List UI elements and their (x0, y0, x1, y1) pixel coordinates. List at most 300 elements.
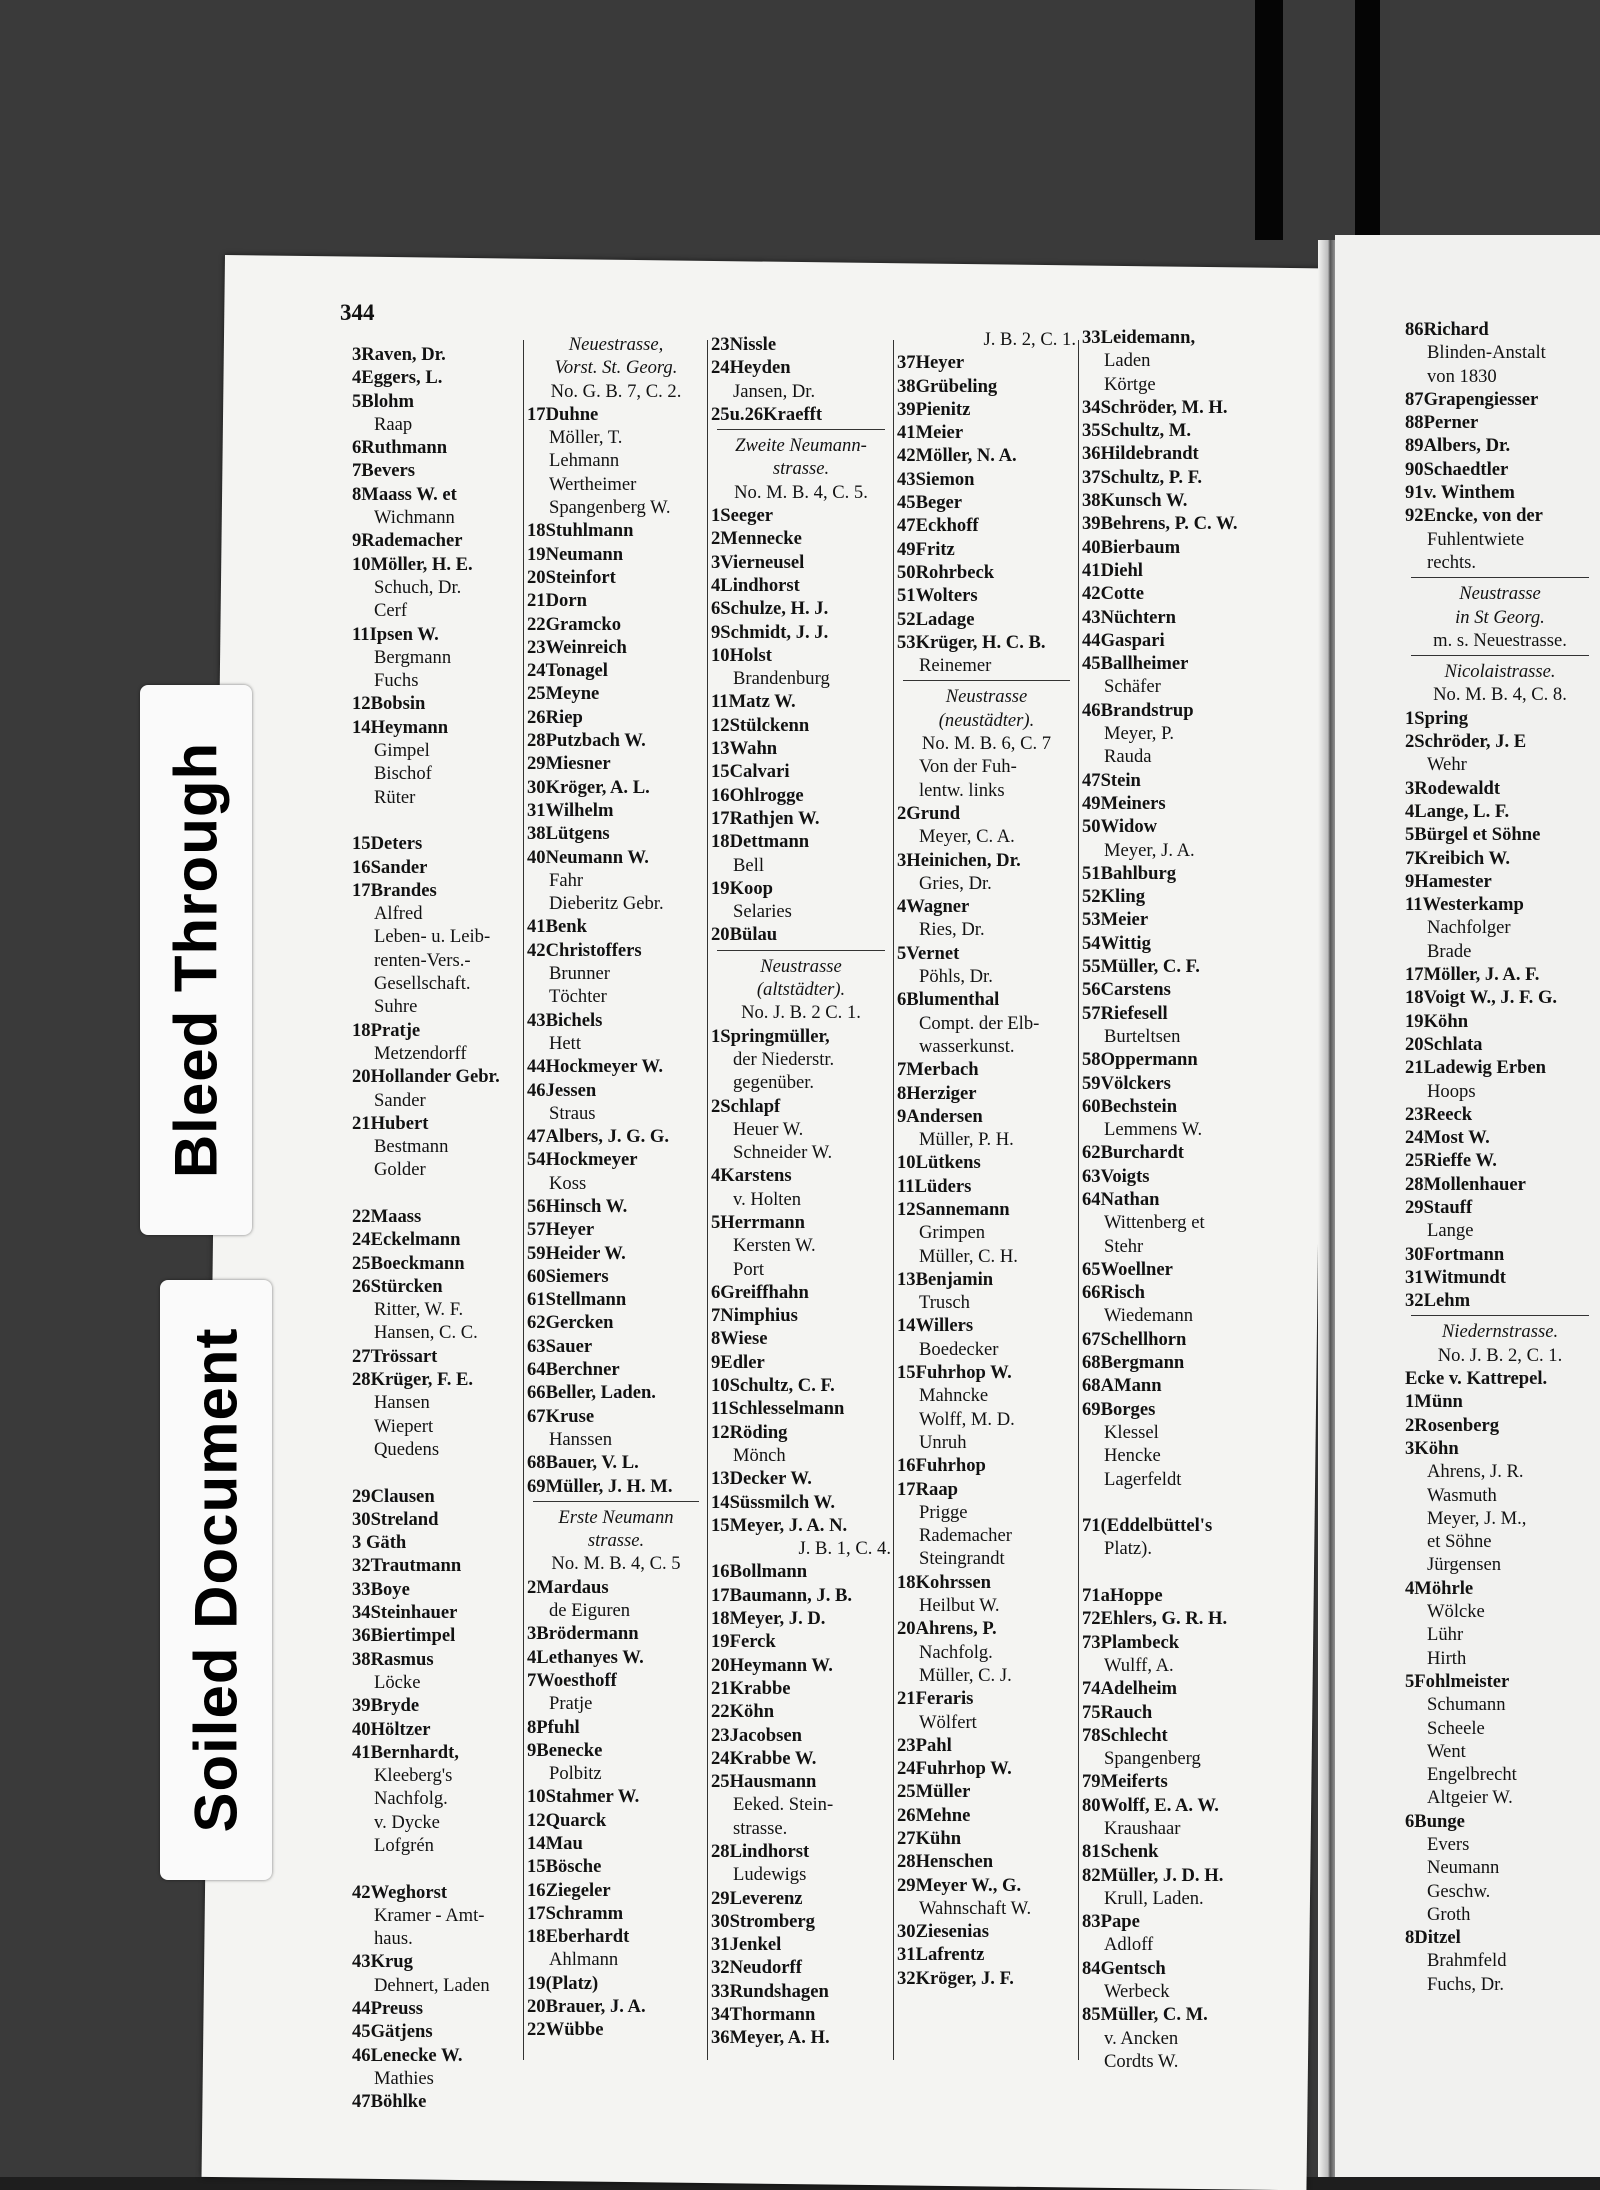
directory-entry: 40Neumann W. (527, 846, 649, 868)
directory-entry: 79Meiferts (1082, 1771, 1168, 1793)
directory-entry: 11Lüders (897, 1175, 972, 1197)
directory-entry: Prigge (919, 1501, 968, 1523)
directory-entry: Leben- u. Leib- (374, 926, 491, 948)
directory-entry: Polbitz (549, 1763, 602, 1785)
directory-entry: der Niederstr. (733, 1048, 835, 1070)
directory-entry: 11Ipsen W. (352, 623, 439, 645)
directory-entry: Rademacher (919, 1525, 1012, 1547)
directory-entry: 17Rathjen W. (711, 807, 820, 829)
directory-entry: Bischof (374, 763, 432, 785)
directory-entry: 19Köhn (1405, 1010, 1469, 1032)
directory-entry: 31Witmundt (1405, 1266, 1506, 1288)
directory-entry: 27Kühn (897, 1828, 962, 1849)
directory-entry: Wölfert (919, 1711, 977, 1733)
directory-entry: 2Rosenberg (1405, 1414, 1499, 1436)
directory-entry: 22Maass (352, 1205, 422, 1227)
section-divider (533, 1501, 699, 1502)
directory-entry: Bestmann (374, 1136, 449, 1158)
directory-entry: Golder (374, 1159, 426, 1181)
directory-entry: 3Köhn (1405, 1437, 1459, 1459)
directory-entry: 43Bichels (527, 1009, 603, 1031)
directory-entry: 47Stein (1082, 769, 1141, 791)
directory-entry: Hansen, C. C. (374, 1322, 478, 1344)
directory-entry: 8Herziger (897, 1082, 977, 1104)
directory-entry: 65Woellner (1082, 1258, 1173, 1280)
directory-entry: 12Bobsin (352, 693, 426, 715)
directory-entry: 46Jessen (527, 1079, 597, 1101)
directory-entry: 46Brandstrup (1082, 699, 1194, 721)
directory-entry: 21Krabbe (711, 1677, 791, 1699)
directory-entry: 41Benk (527, 916, 587, 938)
street-header: No. M. B. 4, C. 8. (1433, 684, 1567, 706)
street-header: m. s. Neuestrasse. (1433, 629, 1567, 651)
directory-entry: Dehnert, Laden (374, 1974, 490, 1996)
directory-entry: 3 Gäth (352, 1532, 407, 1554)
directory-entry: 38Lütgens (527, 823, 610, 845)
directory-entry: 21Hubert (352, 1112, 429, 1134)
directory-entry: Meyer, J. M., (1427, 1507, 1527, 1529)
directory-entry: 16Ohlrogge (711, 784, 804, 806)
directory-entry: Jansen, Dr. (733, 380, 816, 402)
directory-entry: Töchter (549, 986, 607, 1008)
directory-entry: 16Fuhrhop (897, 1455, 986, 1477)
directory-entry: Blinden-Anstalt (1427, 342, 1546, 364)
directory-entry: Bergmann (374, 646, 452, 668)
column-rule (893, 340, 894, 2060)
directory-entry: 28Krüger, F. E. (352, 1369, 474, 1391)
directory-entry: Rauda (1104, 746, 1152, 768)
directory-entry: 1Spring (1405, 707, 1469, 729)
directory-entry: 12Quarck (527, 1809, 607, 1831)
directory-entry: 39Pienitz (897, 398, 971, 420)
directory-entry: 20Steinfort (527, 566, 616, 588)
directory-entry: 9Hamester (1405, 870, 1492, 892)
directory-entry: 60Siemers (527, 1265, 609, 1287)
directory-entry: 21Feraris (897, 1688, 974, 1710)
directory-entry: 10Stahmer W. (527, 1786, 640, 1808)
directory-entry: Geschw. (1427, 1880, 1491, 1902)
directory-entry: 4Lindhorst (711, 574, 800, 596)
directory-entry: Gimpel (374, 740, 430, 762)
directory-entry: Kersten W. (733, 1235, 816, 1257)
directory-entry: 5Bürgel et Söhne (1405, 824, 1541, 846)
directory-entry: 4Lange, L. F. (1405, 800, 1510, 822)
directory-entry: Straus (549, 1102, 596, 1124)
directory-entry: Lagerfeldt (1104, 1468, 1182, 1490)
directory-entry: 73Plambeck (1082, 1631, 1180, 1653)
directory-entry: 54Hockmeyer (527, 1149, 638, 1171)
directory-entry: Mahncke (919, 1385, 989, 1407)
section-divider (1411, 1315, 1589, 1316)
directory-entry: 11Matz W. (711, 691, 796, 713)
directory-entry: Ritter, W. F. (374, 1299, 464, 1321)
directory-entry: Fuchs (374, 670, 419, 692)
directory-entry: Klessel (1104, 1421, 1159, 1443)
directory-entry: Nachfolg. (374, 1788, 448, 1810)
directory-entry: 34Steinhauer (352, 1602, 458, 1624)
directory-entry: 3Heinichen, Dr. (897, 849, 1021, 871)
directory-entry: 10Holst (711, 644, 772, 666)
street-header: No. J. B. 2 C. 1. (741, 1002, 861, 1024)
directory-entry: 16Bollmann (711, 1561, 808, 1583)
directory-entry: 81Schenk (1082, 1841, 1159, 1863)
directory-entry: Ecke v. Kattrepel. (1405, 1368, 1548, 1390)
directory-entry: 26Stürcken (352, 1275, 443, 1297)
directory-entry: 4Karstens (711, 1165, 792, 1187)
directory-entry: Wasmuth (1427, 1484, 1497, 1506)
directory-entry: 25u.26Kraefft (711, 403, 823, 425)
section-divider (903, 680, 1070, 681)
directory-entry: Kleeberg's (374, 1765, 453, 1787)
directory-entry: Groth (1427, 1903, 1471, 1925)
directory-entry: 33Leidemann, (1082, 327, 1196, 348)
directory-entry: 23Nissle (711, 334, 777, 355)
directory-entry: 2Schlapf (711, 1095, 781, 1117)
directory-entry: 58Oppermann (1082, 1049, 1198, 1071)
directory-entry: haus. (374, 1928, 413, 1950)
directory-entry: 4Wagner (897, 896, 970, 918)
directory-entry: Suhre (374, 996, 418, 1018)
directory-entry: Meyer, C. A. (919, 826, 1015, 848)
directory-entry: 75Rauch (1082, 1701, 1153, 1723)
directory-entry: Schneider W. (733, 1142, 833, 1164)
directory-entry: Cordts W. (1104, 2050, 1179, 2072)
directory-entry: 20Hollander Gebr. (352, 1066, 500, 1088)
directory-entry: 40Höltzer (352, 1718, 431, 1740)
directory-entry: 10Schultz, C. F. (711, 1375, 835, 1397)
directory-entry: 8Wiese (711, 1328, 768, 1350)
blank-line (352, 1857, 522, 1880)
blank-line (1082, 1491, 1265, 1514)
directory-entry: 71(Eddelbüttel's (1082, 1515, 1213, 1537)
directory-entry: Evers (1427, 1834, 1470, 1855)
directory-entry: 90Schaedtler (1405, 458, 1509, 480)
directory-entry: 22Gramcko (527, 613, 621, 635)
directory-entry: 42Weghorst (352, 1881, 448, 1903)
directory-entry: 86Richard (1405, 319, 1489, 340)
section-divider (1411, 655, 1589, 656)
directory-entry: 20Schlata (1405, 1033, 1483, 1055)
street-header: No. G. B. 7, C. 2. (550, 380, 682, 402)
directory-entry: 92Encke, von der (1405, 505, 1543, 527)
directory-entry: 14Willers (897, 1315, 974, 1337)
directory-entry: 54Wittig (1082, 932, 1151, 954)
directory-entry: Cerf (374, 600, 408, 622)
directory-entry: 33Rundshagen (711, 1980, 829, 2002)
directory-entry: Trusch (919, 1292, 970, 1314)
directory-entry: Körtge (1104, 373, 1156, 395)
directory-entry: von 1830 (1427, 365, 1497, 387)
directory-entry: 35Schultz, M. (1082, 420, 1191, 442)
directory-entry: 29Leverenz (711, 1887, 803, 1909)
directory-entry: 11Schlesselmann (711, 1398, 845, 1420)
directory-entry: 15Deters (352, 833, 423, 855)
directory-entry: 18Eberhardt (527, 1926, 630, 1948)
directory-entry: Engelbrecht (1427, 1764, 1517, 1786)
directory-entry: Ries, Dr. (919, 919, 985, 941)
directory-entry: Krull, Laden. (1104, 1887, 1204, 1909)
street-header: Neuestrasse, (568, 334, 664, 355)
directory-entry: Grimpen (919, 1222, 986, 1244)
directory-entry: 62Gercken (527, 1312, 614, 1334)
directory-entry: 8Ditzel (1405, 1927, 1461, 1949)
directory-entry: Ahrens, J. R. (1427, 1461, 1524, 1483)
directory-entry: wasserkunst. (919, 1035, 1015, 1057)
directory-entry: Wolff, M. D. (919, 1408, 1015, 1430)
directory-entry: Unruh (919, 1431, 967, 1453)
directory-entry: 17Möller, J. A. F. (1405, 964, 1540, 986)
directory-entry: 29Meyer W., G. (897, 1874, 1022, 1896)
directory-entry: 50Widow (1082, 816, 1158, 838)
directory-entry: 4Eggers, L. (352, 367, 443, 389)
directory-entry: 5Blohm (352, 390, 414, 412)
directory-entry: Wölcke (1427, 1601, 1485, 1623)
directory-entry: 39Bryde (352, 1695, 420, 1717)
directory-entry: Wiepert (374, 1415, 434, 1437)
directory-entry: 18Stuhlmann (527, 520, 634, 542)
directory-entry: 44Gaspari (1082, 629, 1165, 651)
directory-entry: 12Röding (711, 1421, 788, 1443)
street-header: Neustrasse (760, 955, 842, 977)
directory-entry: 20Bülau (711, 924, 778, 946)
street-header: No. M. B. 6, C. 7 (921, 733, 1052, 755)
directory-entry: Müller, C. J. (919, 1664, 1012, 1686)
directory-entry: Raap (374, 413, 413, 435)
directory-entry: 69Müller, J. H. M. (527, 1475, 673, 1497)
section-divider (1411, 577, 1589, 578)
directory-entry: Metzendorff (374, 1042, 467, 1064)
directory-entry: 22Wübbe (527, 2019, 604, 2041)
directory-entry: 24Tonagel (527, 660, 608, 682)
directory-entry: v. Holten (733, 1188, 801, 1210)
directory-entry: 6Schulze, H. J. (711, 598, 829, 620)
directory-entry: 66Beller, Laden. (527, 1382, 656, 1404)
directory-entry: 44Preuss (352, 1998, 423, 2020)
directory-entry: 25Boeckmann (352, 1252, 465, 1274)
directory-entry: Ahlmann (549, 1949, 619, 1971)
directory-entry: rechts. (1427, 551, 1477, 573)
directory-entry: 51Wolters (897, 585, 978, 607)
directory-entry: 89Albers, Dr. (1405, 435, 1511, 457)
directory-entry: 31Wilhelm (527, 799, 614, 821)
directory-entry: 44Hockmeyer W. (527, 1056, 664, 1078)
directory-entry: 43Siemon (897, 468, 975, 490)
directory-entry: 24Fuhrhop W. (897, 1758, 1012, 1780)
directory-entry: 15Fuhrhop W. (897, 1362, 1012, 1384)
directory-entry: 7Nimphius (711, 1305, 798, 1327)
directory-entry: 6Blumenthal (897, 989, 1000, 1011)
directory-entry: 18Pratje (352, 1019, 421, 1041)
directory-entry: Neumann (1427, 1857, 1500, 1879)
directory-entry: 66Risch (1082, 1282, 1146, 1304)
column-rule (707, 340, 708, 2060)
directory-entry: 30Streland (352, 1508, 439, 1530)
directory-entry: 14Mau (527, 1833, 583, 1854)
street-header: Zweite Neumann- (735, 435, 867, 457)
directory-entry: 59Völckers (1082, 1072, 1171, 1094)
street-header: No. M. B. 4, C. 5 (551, 1553, 681, 1575)
directory-entry: 87Grapengiesser (1405, 388, 1539, 410)
directory-entry: Altgeier W. (1427, 1787, 1513, 1809)
directory-entry: 5Herrmann (711, 1211, 805, 1233)
directory-entry: 13Wahn (711, 738, 778, 760)
directory-column-1 (352, 343, 522, 2114)
directory-entry: Heilbut W. (919, 1595, 1000, 1617)
directory-entry: Wittenberg et (1104, 1212, 1205, 1234)
directory-entry: 10Möller, H. E. (352, 553, 473, 575)
directory-entry: Von der Fuh- (919, 756, 1017, 778)
directory-entry: Hett (549, 1032, 582, 1054)
directory-entry: Platz). (1104, 1538, 1153, 1560)
directory-entry: 16Ziegeler (527, 1879, 611, 1901)
directory-entry: Löcke (374, 1671, 421, 1693)
directory-entry: 2Mardaus (527, 1576, 609, 1598)
directory-entry: 9Andersen (897, 1105, 983, 1127)
directory-entry: Werbeck (1104, 1981, 1170, 2003)
directory-entry: 28Lindhorst (711, 1841, 810, 1862)
section-divider (717, 950, 885, 951)
directory-entry: 14Süssmilch W. (711, 1491, 836, 1513)
directory-entry: 43Nüchtern (1082, 606, 1176, 628)
directory-entry: 72Ehlers, G. R. H. (1082, 1608, 1228, 1630)
directory-entry: 32Kröger, J. F. (897, 1967, 1014, 1989)
directory-entry: Lehmann (549, 450, 620, 472)
directory-entry: 27Trössart (352, 1345, 438, 1367)
directory-entry: 47Böhlke (352, 2091, 427, 2113)
directory-entry: 53Meier (1082, 909, 1149, 931)
directory-entry: 84Gentsch (1082, 1957, 1166, 1979)
directory-entry: Wulff, A. (1104, 1654, 1174, 1676)
directory-entry: Bell (733, 854, 764, 876)
directory-entry: Scheele (1427, 1717, 1485, 1739)
directory-entry: gegenüber. (733, 1072, 815, 1094)
blank-line (352, 809, 522, 832)
directory-entry: 68Bauer, V. L. (527, 1452, 639, 1474)
directory-entry: 91v. Winthem (1405, 482, 1515, 504)
directory-entry: Alfred (374, 903, 423, 925)
directory-entry: Hoops (1427, 1080, 1476, 1102)
directory-entry: Spangenberg (1104, 1748, 1201, 1770)
directory-entry: Quedens (374, 1438, 440, 1460)
directory-entry: Eeked. Stein- (733, 1794, 834, 1816)
directory-entry: 3Raven, Dr. (352, 344, 446, 365)
directory-entry: 24Eckelmann (352, 1229, 461, 1251)
bleed-through-label (140, 685, 252, 1235)
directory-entry: Hirth (1427, 1647, 1467, 1669)
street-header: Erste Neumann (558, 1506, 674, 1528)
directory-entry: 12Stülckenn (711, 714, 810, 736)
directory-entry: 60Bechstein (1082, 1095, 1178, 1117)
blank-line (352, 1461, 522, 1484)
directory-entry: 2Mennecke (711, 528, 802, 550)
directory-entry: 19Neumann (527, 543, 624, 565)
directory-entry: 2Schröder, J. E (1405, 731, 1527, 753)
directory-entry: Mathies (374, 2067, 434, 2089)
directory-entry: 31Jenkel (711, 1934, 782, 1956)
directory-entry: J. B. 2, C. 1. (983, 329, 1076, 350)
street-header: Neustrasse (1459, 583, 1541, 605)
directory-entry: 32Trautmann (352, 1555, 462, 1577)
directory-entry: 38Rasmus (352, 1648, 434, 1670)
directory-entry: 29Stauff (1405, 1196, 1473, 1218)
directory-entry: Stehr (1104, 1235, 1144, 1257)
directory-entry: 68Bergmann (1082, 1352, 1185, 1374)
directory-entry: Brandenburg (733, 668, 830, 690)
directory-entry: 52Kling (1082, 886, 1146, 908)
directory-entry: 56Hinsch W. (527, 1195, 628, 1217)
directory-column-3 (711, 333, 891, 2050)
directory-entry: Sander (374, 1089, 426, 1111)
directory-entry: Gries, Dr. (919, 872, 992, 894)
directory-column-6 (1405, 318, 1595, 1996)
directory-entry: 45Gätjens (352, 2021, 433, 2043)
directory-entry: 24Most W. (1405, 1127, 1490, 1149)
directory-entry: 38Kunsch W. (1082, 490, 1188, 512)
directory-entry: J. B. 1, C. 4. (798, 1538, 891, 1560)
directory-entry: 15Calvari (711, 761, 790, 783)
street-header: in St Georg. (1455, 606, 1545, 628)
bleed-through-text: Bleed Through (162, 741, 230, 1179)
directory-entry: 45Ballheimer (1082, 653, 1189, 675)
directory-entry: 9Edler (711, 1351, 765, 1373)
directory-entry: renten-Vers.- (374, 949, 471, 971)
directory-entry: 6Bunge (1405, 1810, 1465, 1832)
directory-entry: Lemmens W. (1104, 1119, 1203, 1141)
directory-entry: 74Adelheim (1082, 1678, 1178, 1700)
directory-entry: Hanssen (549, 1428, 612, 1450)
directory-entry: Koss (549, 1172, 587, 1194)
column-rule (1078, 340, 1079, 2060)
directory-entry: 11Westerkamp (1405, 894, 1524, 916)
directory-entry: Hencke (1104, 1445, 1161, 1467)
directory-entry: 19Ferck (711, 1631, 776, 1653)
directory-entry: 6Ruthmann (352, 437, 448, 459)
section-divider (717, 429, 885, 430)
directory-entry: 31Lafrentz (897, 1944, 985, 1966)
directory-entry: 23Jacobsen (711, 1724, 802, 1746)
directory-entry: Went (1427, 1740, 1466, 1762)
directory-entry: 3Rodewaldt (1405, 777, 1501, 799)
directory-entry: 2Grund (897, 802, 961, 824)
directory-entry: 62Burchardt (1082, 1142, 1184, 1164)
scan-edge-bar (1355, 0, 1380, 250)
directory-entry: 18Meyer, J. D. (711, 1608, 826, 1630)
directory-entry: 83Pape (1082, 1911, 1140, 1933)
directory-entry: 22Köhn (711, 1701, 775, 1723)
directory-entry: Brade (1427, 940, 1472, 962)
directory-entry: 26Mehne (897, 1804, 971, 1826)
directory-entry: 38Grübeling (897, 375, 998, 397)
directory-entry: Lühr (1427, 1624, 1464, 1646)
directory-entry: 30Fortmann (1405, 1243, 1505, 1265)
directory-entry: 20Heymann W. (711, 1654, 833, 1676)
directory-entry: 14Heymann (352, 716, 449, 738)
directory-entry: Hansen (374, 1392, 430, 1414)
directory-entry: 82Müller, J. D. H. (1082, 1864, 1224, 1886)
directory-entry: Schumann (1427, 1694, 1506, 1716)
directory-entry: 28Putzbach W. (527, 730, 646, 752)
directory-entry: 32Neudorff (711, 1957, 802, 1979)
directory-entry: 50Rohrbeck (897, 561, 995, 583)
directory-entry: 24Krabbe W. (711, 1747, 817, 1769)
directory-entry: 1Seeger (711, 505, 773, 527)
street-header: Neustrasse (945, 686, 1028, 708)
directory-entry: 24Heyden (711, 357, 791, 379)
directory-entry: 5Fohlmeister (1405, 1670, 1510, 1692)
directory-entry: 15Meyer, J. A. N. (711, 1514, 848, 1536)
directory-entry: 37Schultz, P. F. (1082, 466, 1203, 488)
directory-entry: 30Stromberg (711, 1910, 815, 1932)
